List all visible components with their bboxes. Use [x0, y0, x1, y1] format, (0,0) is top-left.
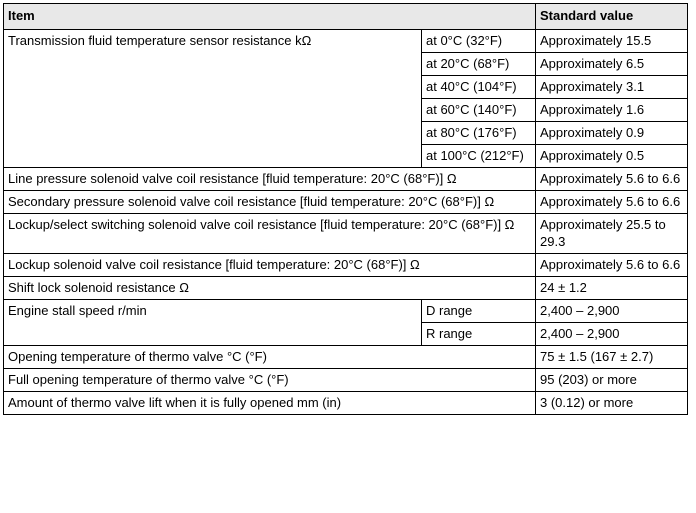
stall-speed-label: Engine stall speed r/min [4, 300, 422, 346]
standard-values-table [3, 3, 688, 415]
condition-cell: at 20°C (68°F) [422, 53, 536, 76]
value-cell: Approximately 0.9 [536, 122, 688, 145]
value-cell: 3 (0.12) or more [536, 392, 688, 415]
item-cell: Shift lock solenoid resistance Ω [4, 277, 536, 300]
table-row [4, 346, 688, 369]
value-cell: Approximately 5.6 to 6.6 [536, 191, 688, 214]
header-row [4, 4, 688, 30]
table-row [4, 191, 688, 214]
item-cell: Opening temperature of thermo valve °C (°F) [4, 346, 536, 369]
value-cell: 75 ± 1.5 (167 ± 2.7) [536, 346, 688, 369]
condition-cell: at 60°C (140°F) [422, 99, 536, 122]
value-cell: Approximately 15.5 [536, 30, 688, 53]
value-cell: Approximately 6.5 [536, 53, 688, 76]
table-row [4, 369, 688, 392]
condition-cell: at 0°C (32°F) [422, 30, 536, 53]
condition-cell: R range [422, 323, 536, 346]
condition-cell: at 40°C (104°F) [422, 76, 536, 99]
table-row [4, 254, 688, 277]
standard-value-column-header: Standard value [536, 4, 688, 30]
condition-cell: at 100°C (212°F) [422, 145, 536, 168]
value-cell: 2,400 – 2,900 [536, 300, 688, 323]
table-row [4, 30, 688, 53]
value-cell: Approximately 0.5 [536, 145, 688, 168]
value-cell: Approximately 25.5 to 29.3 [536, 214, 688, 254]
table-row [4, 214, 688, 254]
table-row [4, 168, 688, 191]
item-cell: Amount of thermo valve lift when it is fully opened mm (in) [4, 392, 536, 415]
value-cell: Approximately 1.6 [536, 99, 688, 122]
table-row [4, 300, 688, 323]
table-row [4, 277, 688, 300]
value-cell: 24 ± 1.2 [536, 277, 688, 300]
value-cell: Approximately 3.1 [536, 76, 688, 99]
condition-cell: at 80°C (176°F) [422, 122, 536, 145]
value-cell: Approximately 5.6 to 6.6 [536, 254, 688, 277]
tft-sensor-label: Transmission fluid temperature sensor resistance kΩ [4, 30, 422, 168]
table-row [4, 392, 688, 415]
value-cell: 95 (203) or more [536, 369, 688, 392]
item-cell: Full opening temperature of thermo valve °C (°F) [4, 369, 536, 392]
item-cell: Lockup solenoid valve coil resistance [fluid temperature: 20°C (68°F)] Ω [4, 254, 536, 277]
value-cell: 2,400 – 2,900 [536, 323, 688, 346]
value-cell: Approximately 5.6 to 6.6 [536, 168, 688, 191]
condition-cell: D range [422, 300, 536, 323]
item-cell: Lockup/select switching solenoid valve coil resistance [fluid temperature: 20°C (68°F)] Ω [4, 214, 536, 254]
item-cell: Secondary pressure solenoid valve coil resistance [fluid temperature: 20°C (68°F)] Ω [4, 191, 536, 214]
item-column-header: Item [4, 4, 536, 30]
item-cell: Line pressure solenoid valve coil resistance [fluid temperature: 20°C (68°F)] Ω [4, 168, 536, 191]
